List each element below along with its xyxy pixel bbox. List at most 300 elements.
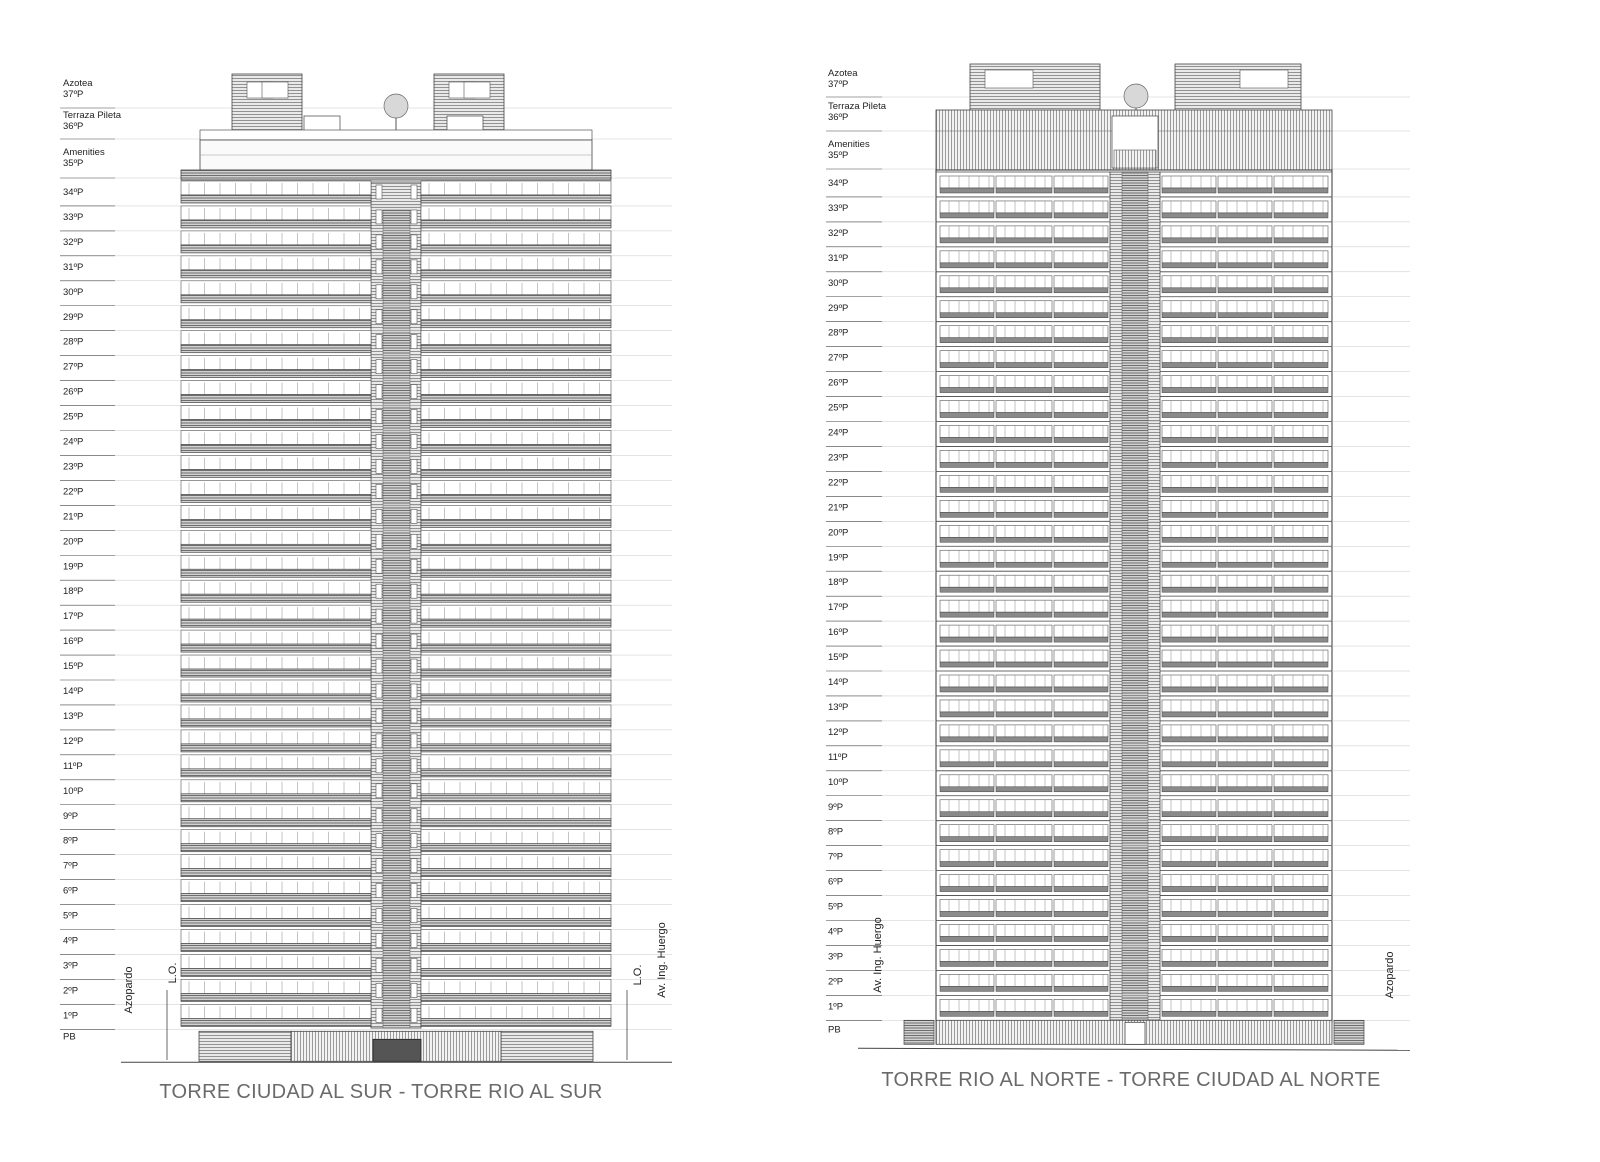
level-label: 21ºP	[828, 502, 849, 514]
level-label: 37ºP	[63, 89, 84, 100]
balcony-rail	[996, 887, 1052, 892]
window-band	[1162, 276, 1216, 288]
window-band	[1054, 201, 1108, 213]
window-band	[421, 231, 611, 245]
window-band	[1274, 450, 1328, 462]
level-label: 31ºP	[828, 252, 849, 264]
level-label: 19ºP	[828, 552, 849, 564]
window-band	[940, 825, 994, 837]
window-band	[1274, 525, 1328, 537]
balcony-rail	[1162, 188, 1216, 193]
window-band	[1274, 850, 1328, 862]
core-opening	[376, 934, 382, 948]
window-band	[1162, 301, 1216, 313]
balcony-rail	[1274, 662, 1328, 667]
balcony-rail	[996, 837, 1052, 842]
balcony-rail	[940, 413, 994, 418]
balcony-rail	[996, 413, 1052, 418]
balcony-rail	[940, 512, 994, 517]
window-band	[181, 505, 371, 519]
balcony-rail	[1274, 512, 1328, 517]
balcony-rail	[1162, 1011, 1216, 1016]
balcony-rail	[940, 762, 994, 767]
window-band	[996, 201, 1052, 213]
window-band	[940, 376, 994, 388]
balcony-rail	[940, 637, 994, 642]
balcony-rail	[1218, 487, 1272, 492]
window-band	[996, 800, 1052, 812]
window-band	[1274, 800, 1328, 812]
balcony-rail	[940, 487, 994, 492]
balcony-rail	[1274, 862, 1328, 867]
window-band	[996, 650, 1052, 662]
window-band	[940, 351, 994, 363]
window-band	[1274, 226, 1328, 238]
balcony-rail	[1054, 712, 1108, 717]
window-band	[1218, 875, 1272, 887]
core-opening	[411, 659, 417, 673]
balcony-rail	[1054, 637, 1108, 642]
balcony-rail	[181, 844, 371, 852]
core-opening	[411, 435, 417, 449]
window-band	[421, 655, 611, 669]
balcony-rail	[1054, 313, 1108, 318]
window-band	[1274, 550, 1328, 562]
balcony-rail	[996, 612, 1052, 617]
balcony-rail	[421, 869, 611, 877]
balcony-rail	[1054, 862, 1108, 867]
balcony-rail	[1218, 438, 1272, 443]
window-band	[181, 431, 371, 445]
window-band	[1274, 475, 1328, 487]
window-band	[940, 575, 994, 587]
core-opening	[411, 360, 417, 374]
level-label: 27ºP	[63, 361, 84, 373]
core-opening	[411, 459, 417, 473]
window-band	[181, 830, 371, 844]
balcony-rail	[1218, 213, 1272, 218]
window-band	[1218, 401, 1272, 413]
level-label: 30ºP	[828, 277, 849, 289]
balcony-rail	[996, 562, 1052, 567]
balcony-rail	[1274, 462, 1328, 467]
window-band	[940, 900, 994, 912]
balcony-rail	[1054, 986, 1108, 991]
balcony-rail	[1218, 462, 1272, 467]
level-label: 14ºP	[63, 686, 84, 697]
window-band	[421, 455, 611, 469]
tree-icon	[1124, 84, 1148, 108]
drawing-caption: TORRE CIUDAD AL SUR - TORRE RIO AL SUR	[159, 1081, 603, 1103]
core-opening	[376, 983, 382, 997]
balcony-rail	[1218, 288, 1272, 293]
balcony-rail	[181, 944, 371, 952]
balcony-rail	[1218, 587, 1272, 592]
balcony-rail	[1218, 413, 1272, 418]
window-band	[181, 530, 371, 544]
balcony-rail	[421, 445, 611, 453]
level-label: 25ºP	[828, 402, 849, 414]
level-label: 26ºP	[63, 386, 84, 398]
balcony-rail	[940, 537, 994, 542]
window-band	[1218, 301, 1272, 313]
balcony-rail	[181, 694, 371, 702]
balcony-rail	[181, 395, 371, 403]
window-band	[1274, 201, 1328, 213]
level-label-name: Terraza Pileta	[828, 101, 887, 112]
window-band	[1274, 176, 1328, 188]
balcony-rail	[1054, 812, 1108, 817]
level-label: 5ºP	[63, 910, 79, 922]
balcony-rail	[421, 370, 611, 378]
window-band	[181, 480, 371, 494]
roof-vent	[262, 82, 288, 98]
balcony-rail	[1162, 562, 1216, 567]
balcony-rail	[1274, 1011, 1328, 1016]
balcony-rail	[1054, 762, 1108, 767]
level-label: 10ºP	[828, 776, 849, 788]
core-opening	[411, 784, 417, 798]
window-band	[996, 750, 1052, 762]
core-opening	[411, 509, 417, 523]
balcony-rail	[996, 438, 1052, 443]
level-label: 2ºP	[828, 976, 844, 988]
core-opening	[411, 285, 417, 299]
balcony-rail	[421, 245, 611, 253]
balcony-rail	[1054, 438, 1108, 443]
level-label: 6ºP	[63, 885, 79, 897]
level-label: 18ºP	[828, 577, 849, 589]
window-band	[181, 356, 371, 370]
core-opening	[376, 958, 382, 972]
window-band	[1274, 351, 1328, 363]
window-band	[421, 256, 611, 270]
street-label-right: Av. Ing. Huergo	[656, 922, 668, 998]
balcony-rail	[1218, 562, 1272, 567]
balcony-rail	[1162, 587, 1216, 592]
core-opening	[411, 859, 417, 873]
level-label: 32ºP	[828, 227, 849, 239]
window-band	[996, 999, 1052, 1011]
level-label: 35ºP	[63, 158, 84, 169]
window-band	[940, 426, 994, 438]
window-band	[1162, 675, 1216, 687]
core-opening	[376, 185, 382, 199]
balcony-rail	[181, 968, 371, 976]
window-band	[181, 954, 371, 968]
core-opening	[411, 235, 417, 249]
balcony-rail	[1218, 1011, 1272, 1016]
window-band	[1218, 650, 1272, 662]
balcony-rail	[1218, 887, 1272, 892]
level-label: 24ºP	[828, 427, 849, 439]
balcony-rail	[181, 469, 371, 477]
balcony-rail	[1218, 812, 1272, 817]
window-band	[996, 426, 1052, 438]
core-opening	[411, 634, 417, 648]
balcony-rail	[940, 662, 994, 667]
balcony-rail	[181, 345, 371, 353]
window-band	[421, 331, 611, 345]
balcony-rail	[421, 619, 611, 627]
core-opening	[411, 834, 417, 848]
balcony-rail	[1054, 188, 1108, 193]
level-label: 35ºP	[828, 150, 849, 161]
balcony-rail	[996, 937, 1052, 942]
core-opening	[376, 759, 382, 773]
core-inner	[383, 210, 410, 1028]
core-opening	[411, 410, 417, 424]
level-label: 15ºP	[63, 661, 84, 673]
window-band	[940, 326, 994, 338]
window-band	[181, 880, 371, 894]
balcony-rail	[940, 687, 994, 692]
balcony-rail	[1274, 587, 1328, 592]
balcony-rail	[940, 438, 994, 443]
window-band	[1274, 949, 1328, 961]
balcony-rail	[1162, 338, 1216, 343]
window-band	[181, 655, 371, 669]
window-band	[1054, 625, 1108, 637]
balcony-rail	[1218, 238, 1272, 243]
window-band	[1162, 999, 1216, 1011]
balcony-rail	[1054, 487, 1108, 492]
window-band	[421, 406, 611, 420]
balcony-rail	[421, 594, 611, 602]
core-opening	[376, 559, 382, 573]
balcony-rail	[1218, 388, 1272, 393]
core-opening	[376, 509, 382, 523]
balcony-rail	[1054, 587, 1108, 592]
balcony-rail	[1218, 188, 1272, 193]
balcony-rail	[181, 220, 371, 228]
balcony-rail	[1054, 512, 1108, 517]
balcony-rail	[421, 719, 611, 727]
window-band	[1218, 800, 1272, 812]
balcony-rail	[421, 295, 611, 303]
balcony-rail	[421, 644, 611, 652]
core-opening	[376, 410, 382, 424]
balcony-rail	[181, 769, 371, 777]
window-band	[1274, 376, 1328, 388]
balcony-rail	[421, 894, 611, 902]
window-band	[1162, 251, 1216, 263]
window-band	[421, 206, 611, 220]
balcony-rail	[1274, 612, 1328, 617]
window-band	[181, 630, 371, 644]
balcony-rail	[1274, 363, 1328, 368]
window-band	[181, 930, 371, 944]
balcony-rail	[181, 619, 371, 627]
level-label: 17ºP	[828, 602, 849, 614]
core-opening	[376, 859, 382, 873]
core-opening	[411, 684, 417, 698]
window-band	[996, 850, 1052, 862]
window-band	[996, 475, 1052, 487]
balcony-rail	[1162, 438, 1216, 443]
core-opening	[411, 1008, 417, 1022]
balcony-rail	[421, 968, 611, 976]
balcony-rail	[1162, 961, 1216, 966]
window-band	[1162, 974, 1216, 986]
window-band	[996, 276, 1052, 288]
window-band	[421, 181, 611, 195]
window-band	[1274, 276, 1328, 288]
balcony-rail	[181, 445, 371, 453]
balcony-rail	[1162, 862, 1216, 867]
window-band	[1274, 301, 1328, 313]
balcony-rail	[940, 562, 994, 567]
level-label: 30ºP	[63, 286, 84, 298]
level-label-name: Terraza Pileta	[63, 110, 122, 121]
balcony-rail	[996, 363, 1052, 368]
window-band	[1218, 725, 1272, 737]
level-label: 4ºP	[828, 926, 844, 938]
window-band	[1218, 376, 1272, 388]
window-band	[996, 675, 1052, 687]
window-band	[940, 301, 994, 313]
core-opening	[376, 784, 382, 798]
window-band	[996, 725, 1052, 737]
window-band	[1274, 426, 1328, 438]
level-label: 13ºP	[63, 710, 84, 722]
balcony-rail	[996, 1011, 1052, 1016]
balcony-rail	[1054, 363, 1108, 368]
window-band	[940, 700, 994, 712]
level-label: 26ºP	[828, 377, 849, 389]
window-band	[1218, 700, 1272, 712]
window-band	[181, 855, 371, 869]
window-band	[940, 850, 994, 862]
window-band	[181, 331, 371, 345]
balcony-rail	[181, 919, 371, 927]
balcony-rail	[996, 587, 1052, 592]
window-band	[1162, 575, 1216, 587]
core-opening	[376, 734, 382, 748]
window-band	[421, 281, 611, 295]
core-opening	[376, 1008, 382, 1022]
terrace-railing	[200, 130, 592, 140]
window-band	[1054, 525, 1108, 537]
balcony-rail	[181, 245, 371, 253]
window-band	[421, 805, 611, 819]
window-band	[421, 855, 611, 869]
street-label-left: Azopardo	[123, 966, 135, 1014]
balcony-rail	[1218, 837, 1272, 842]
balcony-rail	[181, 794, 371, 802]
balcony-rail	[1162, 238, 1216, 243]
window-band	[1218, 750, 1272, 762]
balcony-rail	[1162, 737, 1216, 742]
garage-gate	[501, 1031, 593, 1061]
core-opening	[411, 260, 417, 274]
window-band	[1162, 600, 1216, 612]
window-band	[421, 480, 611, 494]
window-band	[996, 226, 1052, 238]
window-band	[1218, 575, 1272, 587]
balcony-rail	[996, 862, 1052, 867]
window-band	[421, 680, 611, 694]
window-band	[1054, 326, 1108, 338]
balcony-rail	[940, 862, 994, 867]
balcony-rail	[421, 744, 611, 752]
window-band	[421, 830, 611, 844]
window-band	[421, 555, 611, 569]
window-band	[1162, 900, 1216, 912]
balcony-rail	[421, 220, 611, 228]
level-label: 4ºP	[63, 935, 79, 947]
window-band	[1274, 875, 1328, 887]
roof-vent	[1240, 70, 1288, 88]
window-band	[1274, 750, 1328, 762]
window-band	[1054, 875, 1108, 887]
window-band	[181, 605, 371, 619]
balcony-rail	[1054, 462, 1108, 467]
core-opening	[411, 909, 417, 923]
window-band	[181, 780, 371, 794]
window-band	[1218, 925, 1272, 937]
level-label: 6ºP	[828, 876, 844, 888]
balcony-rail	[996, 537, 1052, 542]
balcony-rail	[421, 345, 611, 353]
window-band	[996, 875, 1052, 887]
balcony-rail	[1162, 612, 1216, 617]
window-band	[181, 381, 371, 395]
level-label: 8ºP	[828, 826, 844, 838]
level-label: 28ºP	[63, 336, 84, 348]
window-band	[1274, 900, 1328, 912]
window-band	[1218, 825, 1272, 837]
window-band	[181, 555, 371, 569]
balcony-rail	[996, 737, 1052, 742]
level-label: 19ºP	[63, 561, 84, 573]
window-band	[996, 600, 1052, 612]
window-band	[1054, 450, 1108, 462]
balcony-rail	[1218, 687, 1272, 692]
balcony-rail	[421, 993, 611, 1001]
balcony-rail	[1162, 413, 1216, 418]
balcony-rail	[1274, 263, 1328, 268]
balcony-rail	[421, 544, 611, 552]
balcony-rail	[940, 612, 994, 617]
window-band	[181, 1004, 371, 1018]
elevation-torre-norte	[826, 64, 1410, 1091]
balcony-rail	[181, 1018, 371, 1026]
window-band	[421, 979, 611, 993]
window-band	[1274, 326, 1328, 338]
window-band	[1162, 475, 1216, 487]
balcony-rail	[1054, 388, 1108, 393]
balcony-rail	[1054, 737, 1108, 742]
level-label: 36ºP	[63, 121, 84, 132]
balcony-rail	[421, 819, 611, 827]
window-band	[940, 775, 994, 787]
balcony-rail	[1162, 687, 1216, 692]
window-band	[1054, 850, 1108, 862]
window-band	[1218, 675, 1272, 687]
window-band	[1274, 650, 1328, 662]
balcony-rail	[1218, 612, 1272, 617]
balcony-rail	[421, 769, 611, 777]
balcony-rail	[421, 694, 611, 702]
balcony-rail	[1054, 288, 1108, 293]
balcony-rail	[1218, 912, 1272, 917]
balcony-rail	[996, 812, 1052, 817]
balcony-rail	[421, 1018, 611, 1026]
balcony-rail	[1274, 937, 1328, 942]
balcony-rail	[940, 912, 994, 917]
balcony-rail	[181, 993, 371, 1001]
